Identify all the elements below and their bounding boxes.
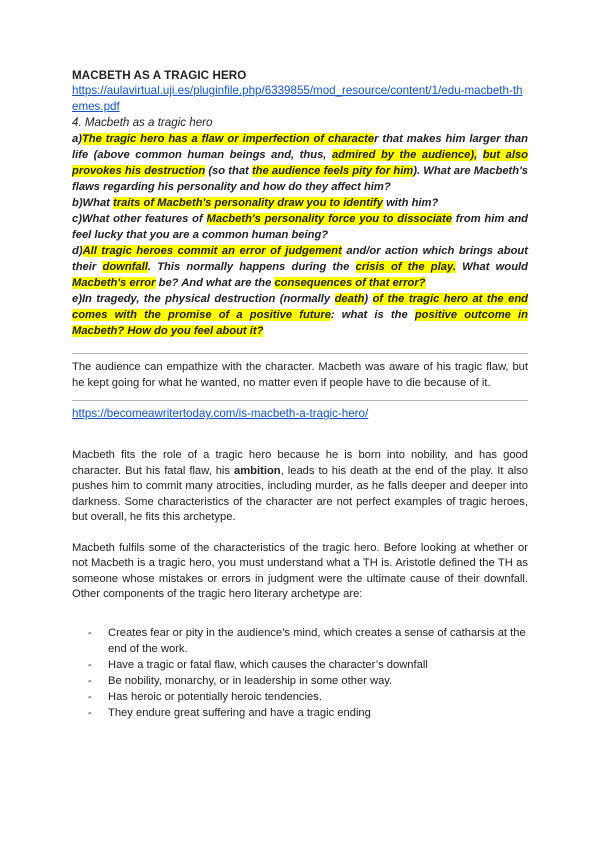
list-item: - Have a tragic or fatal flaw, which causes the character’s downfall [88,658,428,671]
divider [72,353,528,354]
question-b: b)What traits of Macbeth's personality draw you to identify with him? [72,197,439,209]
section-subtitle: 4. Macbeth as a tragic hero [72,116,213,129]
source-link-aulavirtual[interactable]: https://aulavirtual.uji.es/pluginfile.php/6339855/mod_resource/content/1/edu-macbeth-themes.pdf [72,84,523,113]
document-page [72,68,528,721]
answer-paragraph: The audience can empathize with the character. Macbeth was aware of his tragic flaw, but he kept going for what he wanted, no matter even if people have to die because of it. [72,361,528,389]
list-item: - Creates fear or pity in the audience’s mind, which creates a sense of catharsis at the end of the work. [88,626,526,655]
question-c: c)What other features of Macbeth's personality force you to dissociate from him and feel lucky that you are a common human being? [72,213,529,241]
list-item: - Has heroic or potentially heroic tendencies. [88,690,322,703]
question-a: a)The tragic hero has a flaw or imperfection of character that makes him larger than life (above common human beings and, thus, admired by the audience), but also provokes his destruction (so that the audience feels pity for him). What are Macbeth's flaws regarding his personality and how do they affect him? [72,133,529,193]
document-title: MACBETH AS A TRAGIC HERO [72,69,247,82]
question-d: d)All tragic heroes commit an error of judgement and/or action which brings about their downfall. This normally happens during the crisis of the play. What would Macbeth's error be? And what are the consequences of that error? [72,245,528,289]
divider [72,400,528,401]
body-paragraph-1: Macbeth fits the role of a tragic hero because he is born into nobility, and has good character. But his fatal flaw, his ambition, leads to his death at the end of the play. It also pushes him to commit many atrocities, including murder, as he falls deeper and deeper into darkness. Some characteristics of the character are not perfect examples of tragic heroes, but overall, he fits this archetype. [72,449,528,523]
body-paragraph-2: Macbeth fulfils some of the characteristics of the tragic hero. Before looking at whether or not Macbeth is a tragic hero, you must understand what a TH is. Aristotle defined the TH as someone whose mistakes or errors in judgment were the ultimate cause of their downfall. Other components of the tragic hero literary archetype are: [72,541,528,600]
question-e: e)In tragedy, the physical destruction (normally death) of the tragic hero at the end comes with the promise of a positive future: what is the positive outcome in Macbeth? How do you feel about it? [72,293,528,337]
list-item: - They endure great suffering and have a tragic ending [88,706,371,719]
source-link-becomeawritertoday[interactable]: https://becomeawritertoday.com/is-macbeth-a-tragic-hero/ [72,407,369,420]
characteristics-list [72,625,528,721]
list-item: - Be nobility, monarchy, or in leadership in some other way. [88,674,393,687]
